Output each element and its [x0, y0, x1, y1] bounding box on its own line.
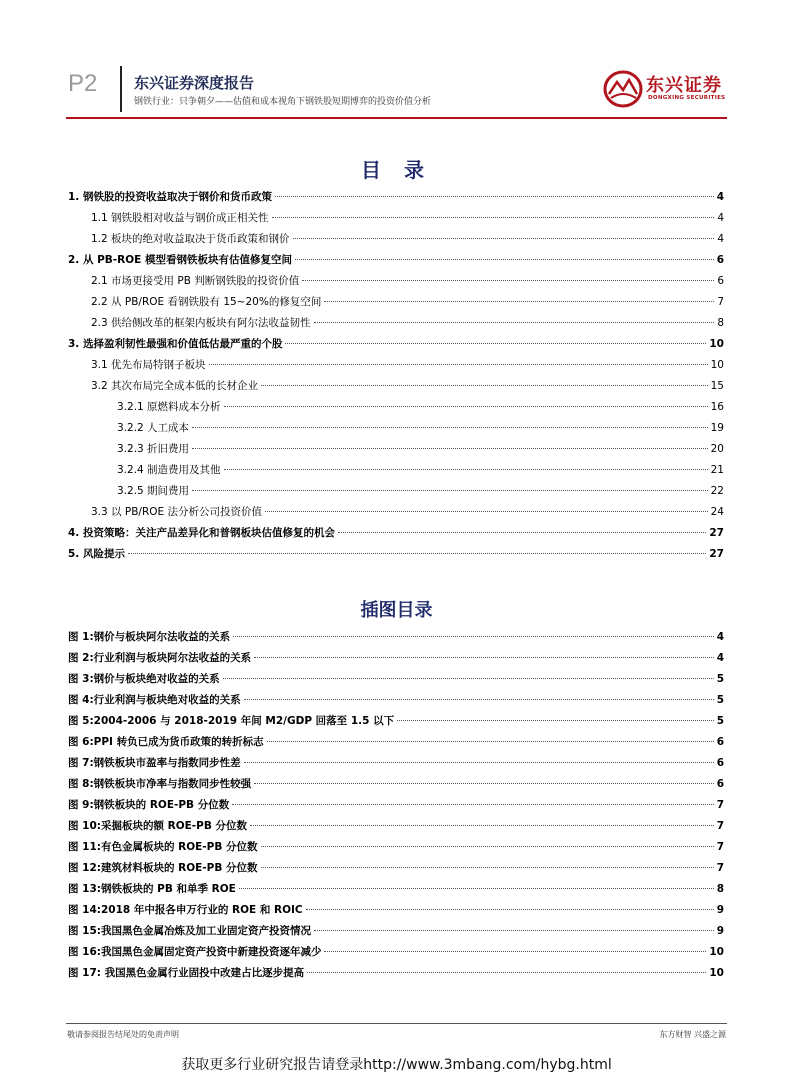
figure-item[interactable]: 图 11:有色金属板块的 ROE-PB 分位数 7 — [68, 841, 724, 853]
toc-item[interactable]: 2.2 从 PB/ROE 看钢铁股有 15~20%的修复空间 7 — [91, 296, 724, 308]
figure-item[interactable]: 图 13:钢铁板块的 PB 和单季 ROE 8 — [68, 883, 724, 895]
toc-item[interactable]: 2.3 供给侧改革的框架内板块有阿尔法收益韧性 8 — [91, 317, 724, 329]
figure-item[interactable]: 图 2:行业利润与板块阿尔法收益的关系 4 — [68, 652, 724, 664]
figure-item[interactable]: 图 7:钢铁板块市盈率与指数同步性差 6 — [68, 757, 724, 769]
report-title: 东兴证券深度报告 — [134, 74, 255, 92]
toc-item[interactable]: 3.2.4 制造费用及其他 21 — [117, 464, 724, 476]
header-rule — [66, 117, 727, 119]
footer-disclaimer: 敬请参阅报告结尾处的免责声明 — [67, 1030, 179, 1039]
toc-item[interactable]: 2.1 市场更接受用 PB 判断钢铁股的投资价值 6 — [91, 275, 724, 287]
footer-rule — [66, 1023, 727, 1024]
logo-english-text: DONGXING SECURITIES — [648, 95, 726, 101]
header-divider — [120, 66, 122, 112]
toc-item[interactable]: 3.2.5 期间费用 22 — [117, 485, 724, 497]
toc-item[interactable]: 3.2.2 人工成本 19 — [117, 422, 724, 434]
toc-item[interactable]: 4. 投资策略：关注产品差异化和普钢板块估值修复的机会 27 — [68, 527, 724, 539]
figure-item[interactable]: 图 16:我国黑色金属固定资产投资中新建投资逐年减少 10 — [68, 946, 724, 958]
report-subtitle: 钢铁行业：只争朝夕——估值和成本视角下钢铁股短期博弈的投资价值分析 — [134, 97, 432, 107]
toc-item[interactable]: 1.2 板块的绝对收益取决于货币政策和钢价 4 — [91, 233, 724, 245]
toc-item[interactable]: 5. 风险提示 27 — [68, 548, 724, 560]
figure-item[interactable]: 图 5:2004-2006 与 2018-2019 年间 M2/GDP 回落至 1.5 以下 5 — [68, 715, 724, 727]
figure-item[interactable]: 图 14:2018 年中报各申万行业的 ROE 和 ROIC 9 — [68, 904, 724, 916]
figure-list-heading: 插图目录 — [360, 600, 433, 621]
footer-slogan: 东方财智 兴盛之源 — [659, 1030, 726, 1039]
logo-chinese-text: 东兴证券 — [646, 75, 722, 96]
toc-item[interactable]: 3. 选择盈利韧性最强和价值低估最严重的个股 10 — [68, 338, 724, 350]
toc-item[interactable]: 1. 钢铁股的投资收益取决于钢价和货币政策 4 — [68, 191, 724, 203]
figure-item[interactable]: 图 3:钢价与板块绝对收益的关系 5 — [68, 673, 724, 685]
toc-item[interactable]: 3.2.1 原燃料成本分析 16 — [117, 401, 724, 413]
figure-item[interactable]: 图 12:建筑材料板块的 ROE-PB 分位数 7 — [68, 862, 724, 874]
toc-item[interactable]: 3.2.3 折旧费用 20 — [117, 443, 724, 455]
toc-item[interactable]: 2. 从 PB-ROE 模型看钢铁板块有估值修复空间 6 — [68, 254, 724, 266]
figure-item[interactable]: 图 17: 我国黑色金属行业固投中改建占比逐步提高 10 — [68, 967, 724, 979]
toc-item[interactable]: 3.3 以 PB/ROE 法分析公司投资价值 24 — [91, 506, 724, 518]
figure-item[interactable]: 图 4:行业利润与板块绝对收益的关系 5 — [68, 694, 724, 706]
figure-item[interactable]: 图 9:钢铁板块的 ROE-PB 分位数 7 — [68, 799, 724, 811]
figure-item[interactable]: 图 10:采掘板块的额 ROE-PB 分位数 7 — [68, 820, 724, 832]
figure-item[interactable]: 图 15:我国黑色金属冶炼及加工业固定资产投资情况 9 — [68, 925, 724, 937]
page-number: P2 — [68, 70, 98, 97]
bottom-link[interactable]: 获取更多行业研究报告请登录http://www.3mbang.com/hybg.html — [181, 1057, 612, 1073]
toc-item[interactable]: 1.1 钢铁股相对收益与钢价成正相关性 4 — [91, 212, 724, 224]
figure-item[interactable]: 图 8:钢铁板块市净率与指数同步性较强 6 — [68, 778, 724, 790]
figure-item[interactable]: 图 1:钢价与板块阿尔法收益的关系 4 — [68, 631, 724, 643]
toc-item[interactable]: 3.1 优先布局特钢子板块 10 — [91, 359, 724, 371]
figure-item[interactable]: 图 6:PPI 转负已成为货币政策的转折标志 6 — [68, 736, 724, 748]
toc-item[interactable]: 3.2 其次布局完全成本低的长材企业 15 — [91, 380, 724, 392]
toc-heading: 目 录 — [361, 158, 432, 182]
